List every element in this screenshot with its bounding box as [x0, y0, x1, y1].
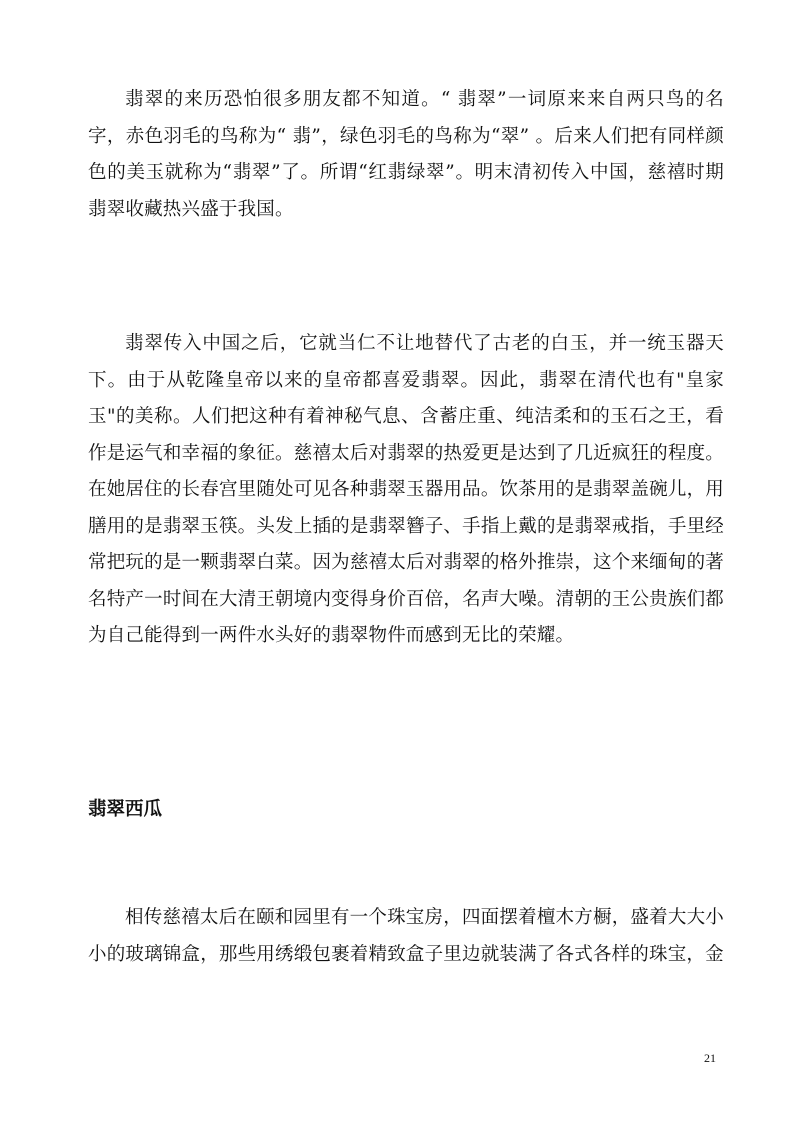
paragraph-treasure-room: 相传慈禧太后在颐和园里有一个珠宝房，四面摆着檀木方橱，盛着大大小小的玻璃锦盒，那些用绣缎包裹着精致盒子里边就装满了各式各样的珠宝，金 [88, 907, 724, 965]
paragraph-jadeite-origin: 翡翠的来历恐怕很多朋友都不知道。“ 翡翠”一词原来来自两只鸟的名字，赤色羽毛的鸟称为“ 翡”，绿色羽毛的鸟称为“翠” 。后来人们把有同样颜色的美玉就称为“翡翠”了。所谓“红翡绿翠”。明末清初传入中国，慈禧时期翡翠收藏热兴盛于我国。 [88, 89, 724, 220]
paragraph-jadeite-in-china: 翡翠传入中国之后，它就当仁不让地替代了古老的白玉，并一统玉器天下。由于从乾隆皇帝以来的皇帝都喜爱翡翠。因此，翡翠在清代也有"皇家玉"的美称。人们把这种有着神秘气息、含蓄庄重、纯洁柔和的玉石之王，看作是运气和幸福的象征。慈禧太后对翡翠的热爱更是达到了几近疯狂的程度。在她居住的长春宫里随处可见各种翡翠玉器用品。饮茶用的是翡翠盖碗儿，用膳用的是翡翠玉筷。头发上插的是翡翠簪子、手指上戴的是翡翠戒指，手里经常把玩的是一颗翡翠白菜。因为慈禧太后对翡翠的格外推崇，这个来缅甸的著名特产一时间在大清王朝境内变得身价百倍，名声大噪。清朝的王公贵族们都为自己能得到一两件水头好的翡翠物件而感到无比的荣耀。 [88, 333, 724, 646]
section-heading: 翡翠西瓜 [88, 799, 163, 820]
page-number: 21 [704, 1051, 716, 1065]
